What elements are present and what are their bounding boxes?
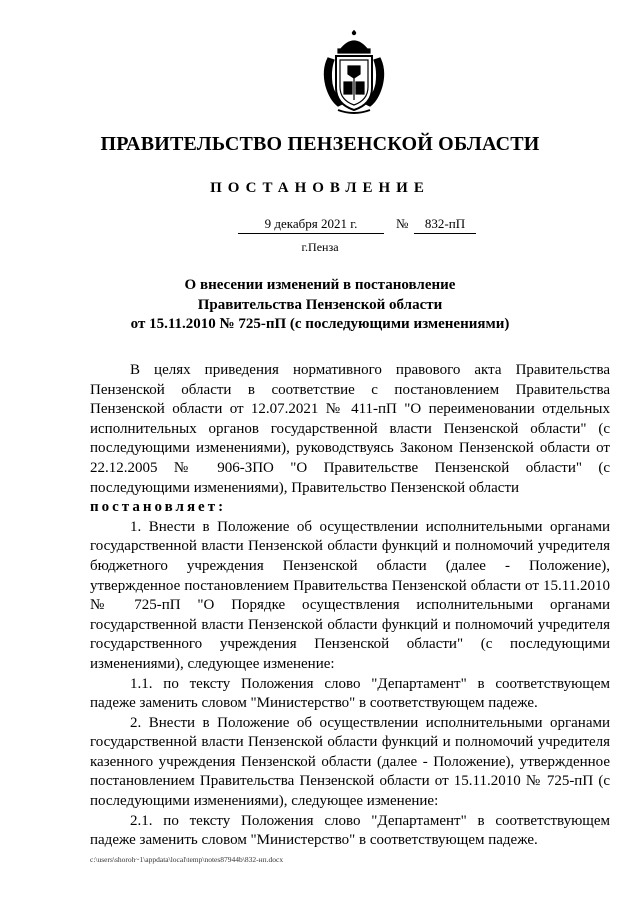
subject-line: от 15.11.2010 № 725-пП (с последующими изменениями) xyxy=(130,316,510,332)
subject-line: Правительства Пензенской области xyxy=(197,296,443,313)
paragraph-1-1: 1.1. по тексту Положения слово "Департамент" в соответствующем падеже заменить словом "Министерство" в соответствующем падеже. xyxy=(90,675,610,712)
preamble-paragraph: В целях приведения нормативного правового акта Правительства Пензенской области в соответствие с постановлением Правительства Пензенской области от 12.07.2021 № 411-пП "О переименовании отдельных исполнительных органов государственной власти Пензенской области" (с последующими изменениями), руководствуясь Законом Пензенской области от 22.12.2005 № 906-ЗПО "О Правительстве Пензенской области" (с последующими изменениями), Правительство Пензенской области xyxy=(90,362,610,496)
paragraph-1: 1. Внести в Положение об осуществлении исполнительными органами государственной власти Пензенской области функций и полномочий учредителя бюджетного учреждения Пензенской области (далее - Положение), утвержденное постановлением Правительства Пензенской области от 15.11.2010 № 725-пП "О Порядке осуществления исполнительными органами государственной власти Пензенской области функций и полномочий учредителя государственного учреждения Пензенской области" (с последующими изменениями), следующее изменение: xyxy=(90,518,610,672)
resolves-word: постановляет: xyxy=(90,499,227,516)
paragraph-2: 2. Внести в Положение об осуществлении исполнительными органами государственной власти Пензенской области функций и полномочий учредителя казенного учреждения Пензенской области (далее - Положение), утвержденное постановлением Правительства Пензенской области от 15.11.2010 № 725-пП (с последующими изменениями), следующее изменение: xyxy=(90,714,610,810)
date-number-line xyxy=(238,216,478,234)
subject-line: О внесении изменений в постановление xyxy=(184,277,456,293)
document-type: ПОСТАНОВЛЕНИЕ xyxy=(210,180,430,196)
government-title: ПРАВИТЕЛЬСТВО ПЕНЗЕНСКОЙ ОБЛАСТИ xyxy=(100,133,540,155)
document-number: 832-пП xyxy=(414,216,476,234)
file-path-footer: c:\users\shoroh~1\appdata\local\temp\notes87944b\832-нп.docx xyxy=(90,855,284,864)
coat-of-arms-icon xyxy=(318,30,390,116)
document-date: 9 декабря 2021 г. xyxy=(238,216,384,234)
paragraph-2-1: 2.1. по тексту Положения слово "Департамент" в соответствующем падеже заменить словом "Министерство" в соответствующем падеже. xyxy=(90,812,610,849)
document-body xyxy=(90,361,610,851)
city: г.Пенза xyxy=(301,240,339,254)
document-subject xyxy=(0,276,640,335)
number-sign: № xyxy=(396,216,409,231)
